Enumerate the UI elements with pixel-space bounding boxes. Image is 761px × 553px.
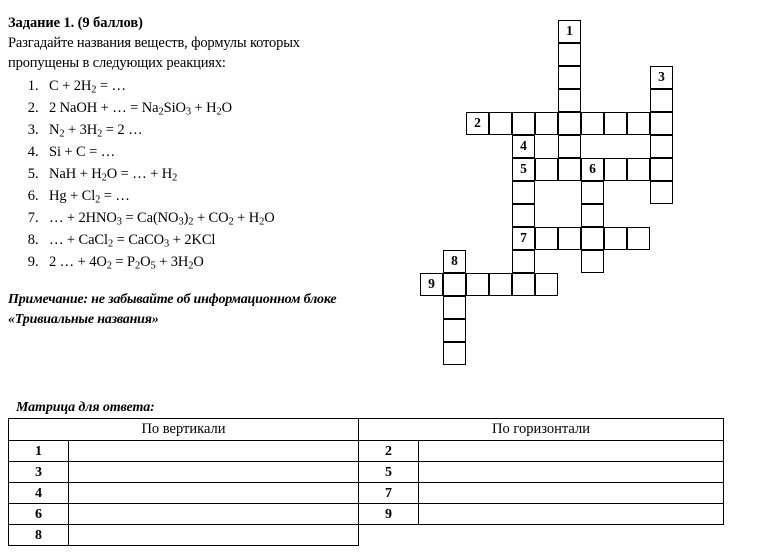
crossword-cell[interactable] xyxy=(581,181,604,204)
matrix-horizontal-answer-field[interactable] xyxy=(419,441,724,462)
crossword-cell[interactable] xyxy=(558,112,581,135)
matrix-row xyxy=(9,483,724,504)
answer-matrix-wrapper xyxy=(8,418,723,546)
crossword-cell[interactable] xyxy=(604,112,627,135)
crossword-cell[interactable] xyxy=(650,89,673,112)
matrix-vertical-answer-field[interactable] xyxy=(69,441,359,462)
crossword-cell[interactable] xyxy=(558,135,581,158)
crossword-cell[interactable] xyxy=(443,296,466,319)
matrix-vertical-answer-field[interactable] xyxy=(69,483,359,504)
crossword-cell[interactable] xyxy=(650,158,673,181)
crossword-cell[interactable] xyxy=(512,204,535,227)
matrix-empty-cell xyxy=(359,525,419,546)
crossword-cell[interactable] xyxy=(604,227,627,250)
matrix-empty-cell xyxy=(419,525,724,546)
matrix-vertical-answer-field[interactable] xyxy=(69,462,359,483)
crossword-cell[interactable] xyxy=(512,250,535,273)
crossword-cell[interactable] xyxy=(512,181,535,204)
crossword-cell[interactable] xyxy=(558,227,581,250)
crossword-cell[interactable] xyxy=(604,158,627,181)
matrix-vertical-number: 3 xyxy=(9,462,69,483)
crossword-clue-number-6[interactable]: 6 xyxy=(581,158,604,181)
reaction-equation: 2 NaOH + … = $Na_2SiO_3 + H_2O$ xyxy=(49,100,233,118)
matrix-vertical-number: 1 xyxy=(9,441,69,462)
crossword-clue-number-7[interactable]: 7 xyxy=(512,227,535,250)
reaction-equation: $N_2 + 3H_2 = 2$ … xyxy=(49,122,143,140)
crossword-clue-number-1[interactable]: 1 xyxy=(558,20,581,43)
crossword-cell[interactable] xyxy=(558,89,581,112)
matrix-vertical-answer-field[interactable] xyxy=(69,525,359,546)
crossword-cell[interactable] xyxy=(627,112,650,135)
answer-matrix-table xyxy=(8,418,724,546)
reaction-equation: Si + C = … xyxy=(49,144,116,161)
matrix-header-vertical: По вертикали xyxy=(9,419,359,441)
crossword-cell[interactable] xyxy=(581,204,604,227)
crossword-cell[interactable] xyxy=(581,112,604,135)
crossword-cell[interactable] xyxy=(512,273,535,296)
note-line-2: «Тривиальные названия» xyxy=(8,311,159,327)
crossword-cell[interactable] xyxy=(443,342,466,365)
matrix-row xyxy=(9,462,724,483)
matrix-horizontal-number: 2 xyxy=(359,441,419,462)
matrix-header-row xyxy=(9,419,724,441)
crossword-cell[interactable] xyxy=(627,227,650,250)
crossword-cell[interactable] xyxy=(512,112,535,135)
crossword-clue-number-9[interactable]: 9 xyxy=(420,273,443,296)
matrix-vertical-number: 6 xyxy=(9,504,69,525)
reaction-equation: … + CaCl$_2$ = CaCO$_3$ + 2KCl xyxy=(49,232,216,250)
matrix-vertical-number: 4 xyxy=(9,483,69,504)
matrix-horizontal-number: 5 xyxy=(359,462,419,483)
matrix-horizontal-number: 7 xyxy=(359,483,419,504)
matrix-header-horizontal: По горизонтали xyxy=(359,419,724,441)
note-line-1: Примечание: не забывайте об информационном блоке xyxy=(8,292,337,307)
crossword-clue-number-2[interactable]: 2 xyxy=(466,112,489,135)
matrix-vertical-answer-field[interactable] xyxy=(69,504,359,525)
matrix-row xyxy=(9,441,724,462)
crossword-cell[interactable] xyxy=(558,66,581,89)
matrix-horizontal-answer-field[interactable] xyxy=(419,504,724,525)
reaction-equation: … + $2HNO_3 = Ca(NO_3)_2 + CO_2 + H_2O$ xyxy=(49,210,275,228)
crossword-cell[interactable] xyxy=(535,227,558,250)
reaction-equation: $C + 2H_2$ = … xyxy=(49,77,126,96)
crossword-cell[interactable] xyxy=(535,158,558,181)
matrix-row xyxy=(9,525,724,546)
crossword-cell[interactable] xyxy=(466,273,489,296)
reaction-equation: $Hg + Cl_2$ = … xyxy=(49,188,130,206)
crossword-cell[interactable] xyxy=(627,158,650,181)
matrix-horizontal-number: 9 xyxy=(359,504,419,525)
crossword-clue-number-3[interactable]: 3 xyxy=(650,66,673,89)
crossword-cell[interactable] xyxy=(581,227,604,250)
crossword-cell[interactable] xyxy=(535,112,558,135)
matrix-row xyxy=(9,504,724,525)
crossword-cell[interactable] xyxy=(581,250,604,273)
crossword-clue-number-4[interactable]: 4 xyxy=(512,135,535,158)
crossword-cell[interactable] xyxy=(443,273,466,296)
crossword-cell[interactable] xyxy=(489,112,512,135)
crossword-cell[interactable] xyxy=(489,273,512,296)
crossword-cell[interactable] xyxy=(650,112,673,135)
reaction-equation: NaH + $H_2O$ = … + $H_2$ xyxy=(49,166,178,184)
crossword-cell[interactable] xyxy=(558,43,581,66)
task-prompt-line-2: пропущены в следующих реакциях: xyxy=(8,54,226,71)
matrix-horizontal-answer-field[interactable] xyxy=(419,462,724,483)
crossword-cell[interactable] xyxy=(535,273,558,296)
task-prompt-line-1: Разгадайте названия веществ, формулы которых xyxy=(8,35,300,52)
crossword-clue-number-8[interactable]: 8 xyxy=(443,250,466,273)
answer-matrix-title: Матрица для ответа: xyxy=(16,400,155,415)
reaction-equation: 2 … + $4O_2 = P_2O_5 + 3H_2O$ xyxy=(49,254,204,272)
matrix-vertical-number: 8 xyxy=(9,525,69,546)
crossword-cell[interactable] xyxy=(443,319,466,342)
crossword-cell[interactable] xyxy=(650,181,673,204)
crossword-cell[interactable] xyxy=(558,158,581,181)
crossword-clue-number-5[interactable]: 5 xyxy=(512,158,535,181)
task-title: Задание 1. (9 баллов) xyxy=(8,15,143,31)
matrix-horizontal-answer-field[interactable] xyxy=(419,483,724,504)
crossword-cell[interactable] xyxy=(650,135,673,158)
